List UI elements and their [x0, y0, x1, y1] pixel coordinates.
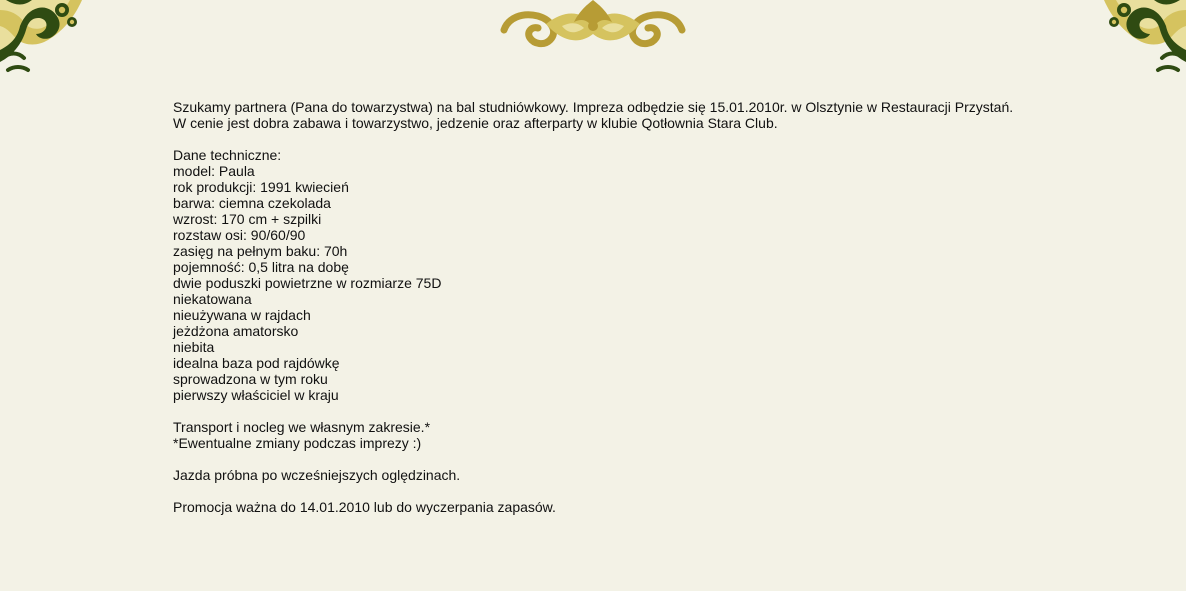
spec-capacity: pojemność: 0,5 litra na dobę: [173, 259, 349, 275]
spacer: [173, 451, 1073, 467]
spec-heading: Dane techniczne:: [173, 147, 282, 163]
spec-production-year: rok produkcji: 1991 kwiecień: [173, 179, 349, 195]
changes-note: *Ewentualne zmiany podczas imprezy :): [173, 435, 422, 451]
spec-imported: sprowadzona w tym roku: [173, 371, 328, 387]
green-gold-floral-corner-left-icon: [0, 0, 82, 74]
spec-condition-4: niebita: [173, 339, 215, 355]
spec-base: idealna baza pod rajdówkę: [173, 355, 340, 371]
intro-line-2: W cenie jest dobra zabawa i towarzystwo, jedzenie oraz afterparty w klubie Qotłownia Stara Club.: [173, 115, 778, 131]
spec-model: model: Paula: [173, 163, 255, 179]
spec-condition-2: nieużywana w rajdach: [173, 307, 311, 323]
spec-condition-3: jeżdżona amatorsko: [173, 323, 299, 339]
spec-airbags: dwie poduszki powietrzne w rozmiarze 75D: [173, 275, 442, 291]
spec-color: barwa: ciemna czekolada: [173, 195, 331, 211]
promotion-line: Promocja ważna do 14.01.2010 lub do wyczerpania zapasów.: [173, 499, 556, 515]
green-gold-floral-corner-right-icon: [1104, 0, 1186, 74]
spec-condition-1: niekatowana: [173, 291, 252, 307]
transport-line: Transport i nocleg we własnym zakresie.*: [173, 419, 431, 435]
spec-height: wzrost: 170 cm + szpilki: [173, 211, 322, 227]
trial-drive-line: Jazda próbna po wcześniejszych oględzinach.: [173, 467, 461, 483]
spec-wheelbase: rozstaw osi: 90/60/90: [173, 227, 306, 243]
spec-owner: pierwszy właściciel w kraju: [173, 387, 339, 403]
spec-range: zasięg na pełnym baku: 70h: [173, 243, 348, 259]
gold-scroll-ornament-icon: [496, 0, 690, 48]
spacer: [173, 483, 1073, 499]
announcement-text: [173, 99, 1073, 515]
spacer: [173, 403, 1073, 419]
intro-line-1: Szukamy partnera (Pana do towarzystwa) na bal studniówkowy. Impreza odbędzie się 15.01.2010r. w Olsztynie w Restauracji Przystań.: [173, 99, 1014, 115]
spacer: [173, 131, 1073, 147]
